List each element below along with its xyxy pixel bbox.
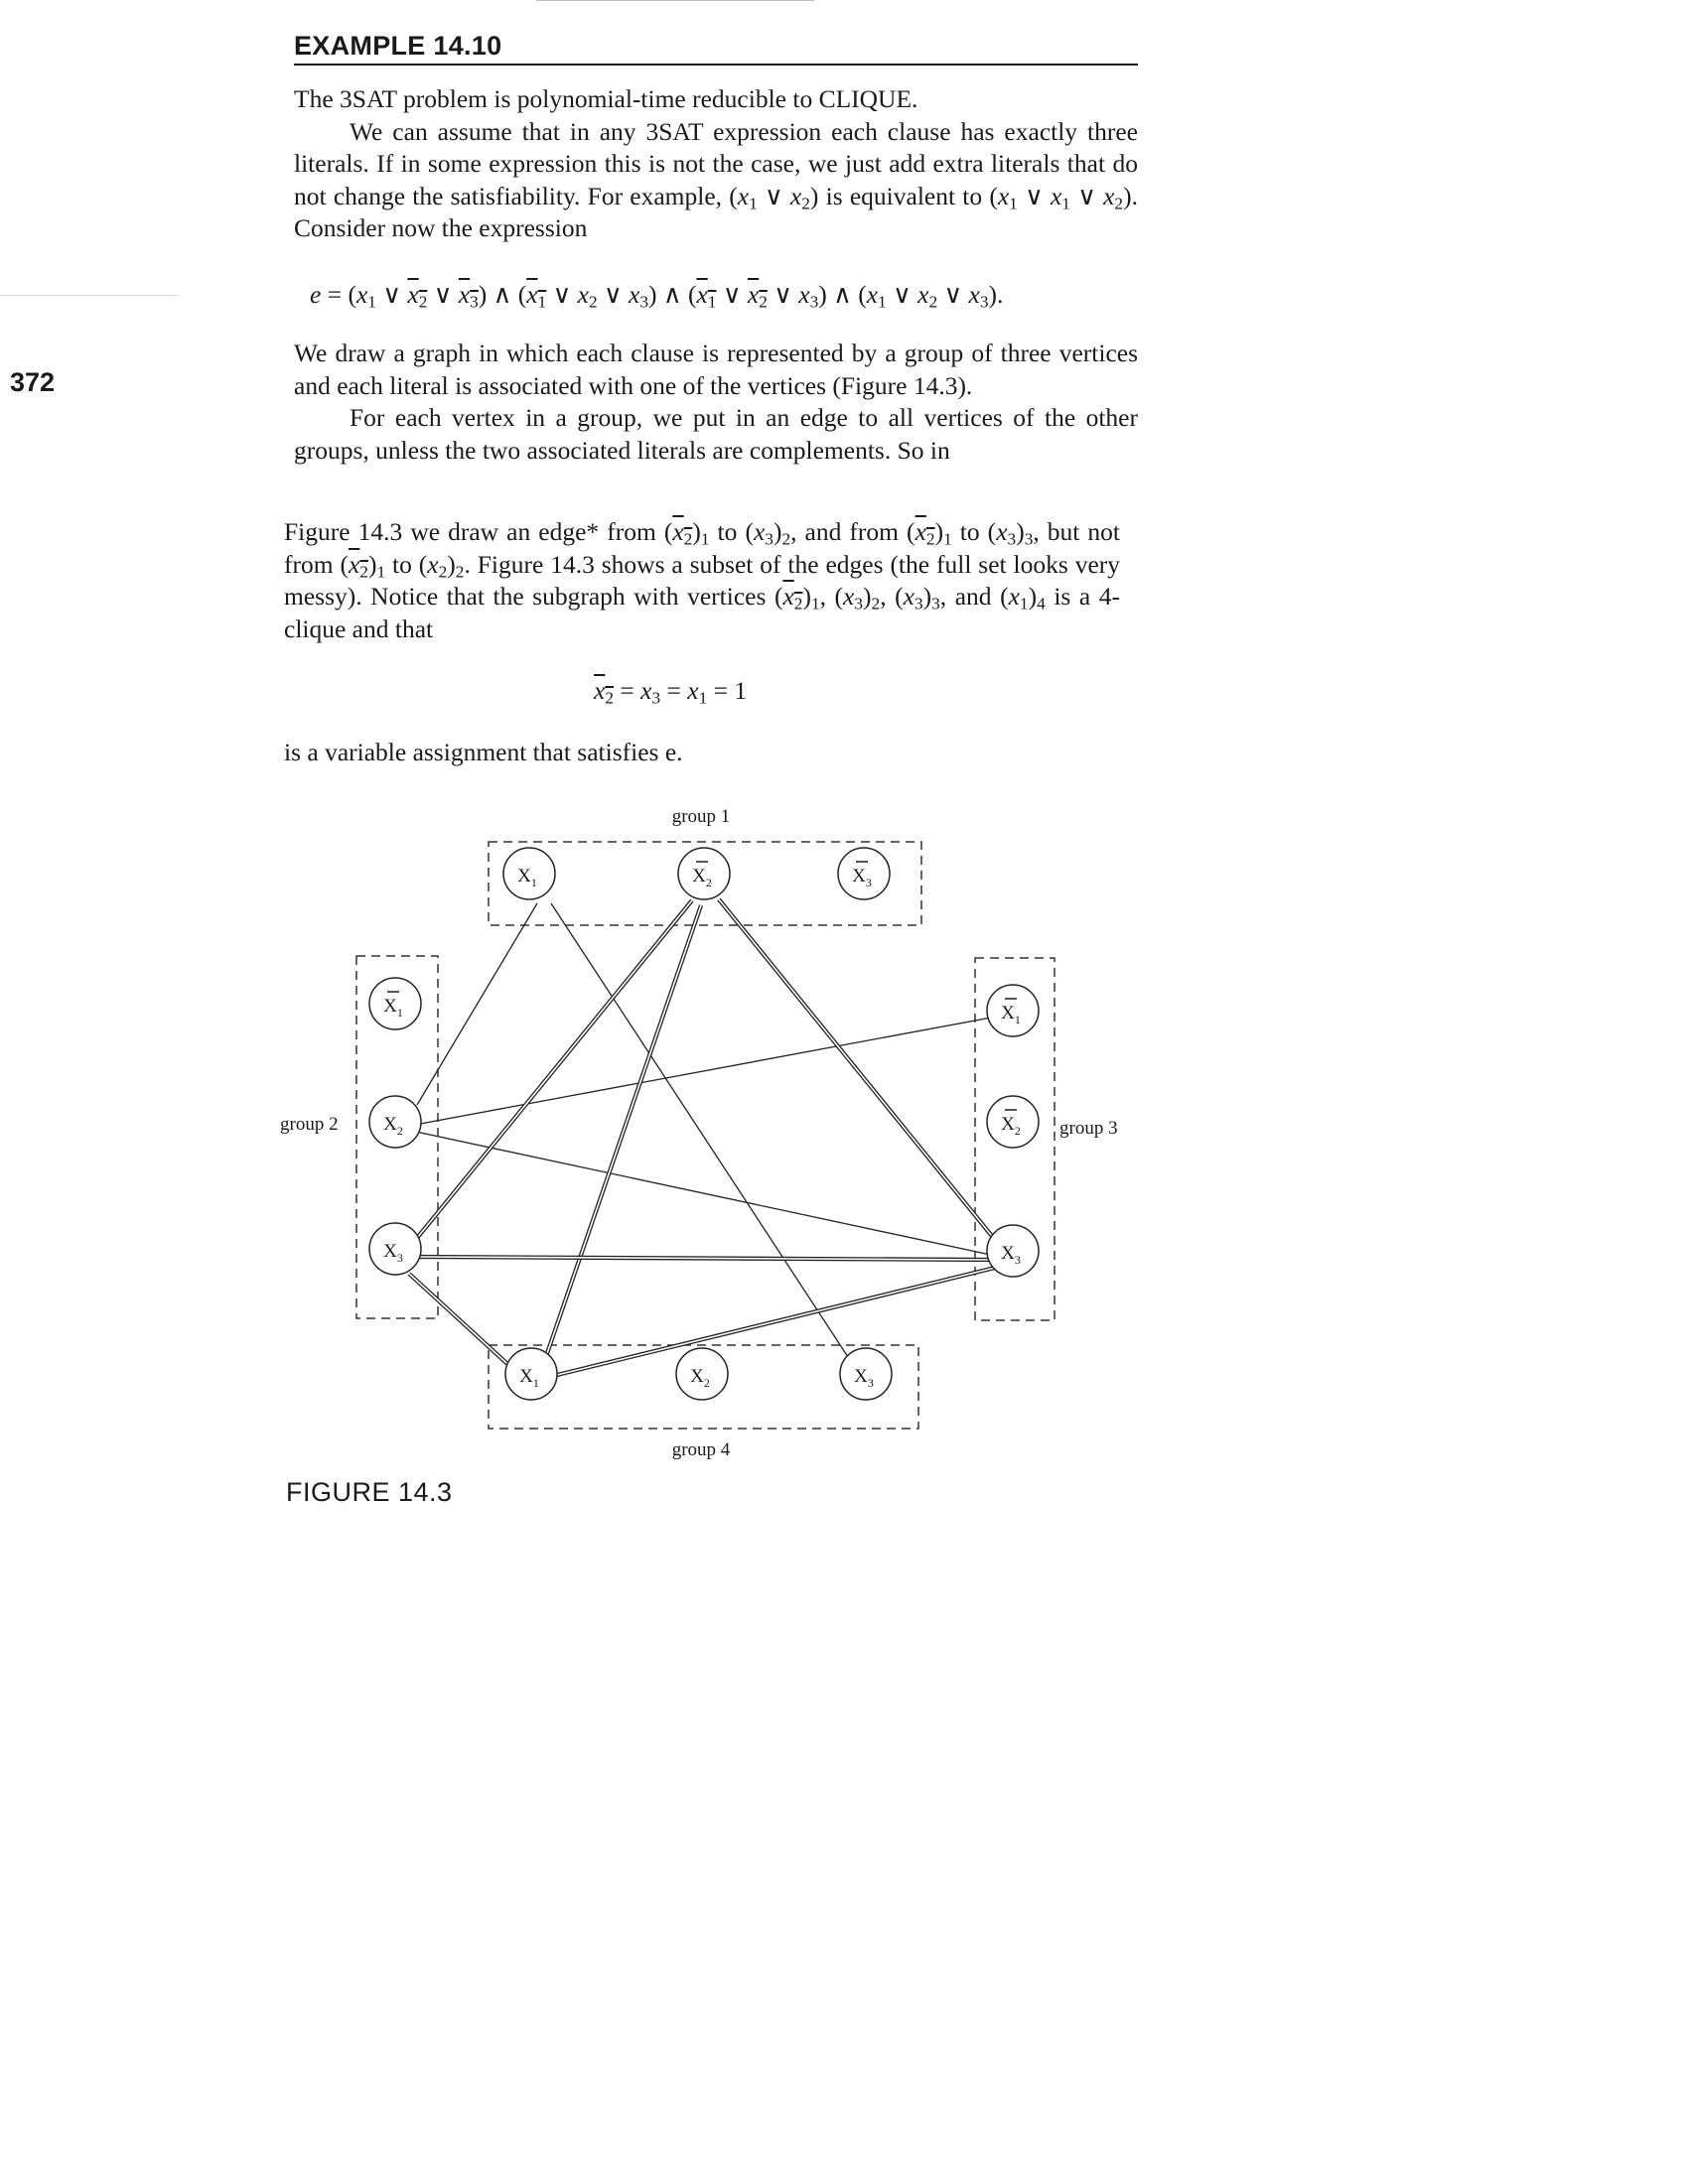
text-run: , but not from ( [284,517,1121,579]
text-run: ). Consider now the expression [294,181,1138,242]
edge [553,1267,999,1376]
paragraph-graph-construction: We draw a graph in which each clause is represented by a group of three vertices and each literal is associated with one of the vertices (Figure 14.3). [294,339,1138,400]
paragraph-statement: The 3SAT problem is polynomial-time reducible to CLIQUE. [294,84,918,113]
example-heading: EXAMPLE 14.10 [294,30,1138,66]
vertex-label: $X_2$ [1001,1114,1021,1138]
vertex-label: $X_2$ [690,1366,710,1390]
paragraph-edge-example: Figure 14.3 we draw an edge* from $(x_2)_1$ to $(x_3)_2$, and from $(x_2)_1$ to $(x_3)_3$, but not from $(x_2)_1$ to $(x_2)_2$. Figure 14.3 shows a subset of the edges (the full set looks very messy). Notice that the subgraph with vertices $(x_2)_1$, $(x_3)_2$, $(x_3)_3$, and $(x_1)_4$ is a 4-clique and that [284,517,1121,643]
edge [416,1132,1000,1257]
group-1-label: group 1 [671,806,731,827]
assignment-equation: $x_2 = x_3 = x_1 = 1$ [594,676,748,708]
figure-caption: FIGURE 14.3 [286,1477,453,1507]
paragraph-assumption: We can assume that in any 3SAT expression each clause has exactly three literals. If in some expression this is not the case, we just add extra literals that do not change the satisfiability. For example, ($x_1$ ∨ $x_2$) is equivalent to ($x_1$ ∨ $x_1$ ∨ $x_2$). Consider now the expression [294,116,1138,242]
text-run: , and ( [939,582,1009,611]
vertex-label: $X_1$ [519,1366,539,1390]
vertex-label: $X_2$ [383,1114,403,1138]
vertex-label: $X_3$ [383,1241,403,1265]
paragraph-edge-rule: For each vertex in a group, we put in an edge to all vertices of the other groups, unless the two associated literals are complements. So in [294,403,1138,465]
text-run: is a 4-clique and that [284,582,1120,643]
text-run: Figure 14.3 we draw an edge* from ( [284,517,673,546]
text-run: We can assume that in any 3SAT expression each clause has exactly three literals. If in some expression this is not the case, we just add extra literals that do not change the satisfiability. For example, ( [294,116,1138,210]
text-run: to ( [385,549,428,579]
edge [551,903,852,1363]
text-run: to ( [709,517,754,546]
vertex-label: $X_1$ [1001,1003,1021,1026]
expression-e: $e = (x_1$ ∨ $x_2$ ∨ $x_3$) ∧ ($x_1$ ∨ $x_2$ ∨ $x_3$) ∧ ($x_1$ ∨ $x_2$ ∨ $x_3$) ∧ ($x_1$ ∨ $x_2$ ∨ $x_3$). [310,280,1004,312]
edge [719,899,1000,1246]
vertex-label: $X_1$ [517,866,537,889]
edge [417,903,537,1105]
group-2-label: group 2 [280,1114,339,1135]
edge [409,1274,517,1373]
group-3-label: group 3 [1059,1118,1118,1139]
text-run: to ( [951,517,997,546]
vertex-label: $X_3$ [1001,1243,1021,1267]
edge [413,900,692,1243]
vertices [369,848,1039,1400]
vertex-label: $X_2$ [692,866,712,889]
text-run: , and from ( [790,517,915,546]
text-run: . Figure 14.3 shows a subset of the edges (the full set looks very messy). Notice that the subgraph with vertices ( [284,549,1121,611]
group-4-label: group 4 [671,1439,731,1460]
edge [543,905,701,1365]
vertex-labels [383,866,1021,1390]
vertex-label: $X_3$ [852,866,872,889]
text-run: ) is equivalent to ( [809,181,998,210]
edge [415,1016,1002,1125]
vertex-label: $X_3$ [854,1366,874,1390]
paragraph-conclusion: is a variable assignment that satisfies e. [284,738,683,766]
page-number: 372 [10,367,56,397]
edges [409,899,1002,1376]
vertex-label: $X_1$ [383,996,403,1020]
